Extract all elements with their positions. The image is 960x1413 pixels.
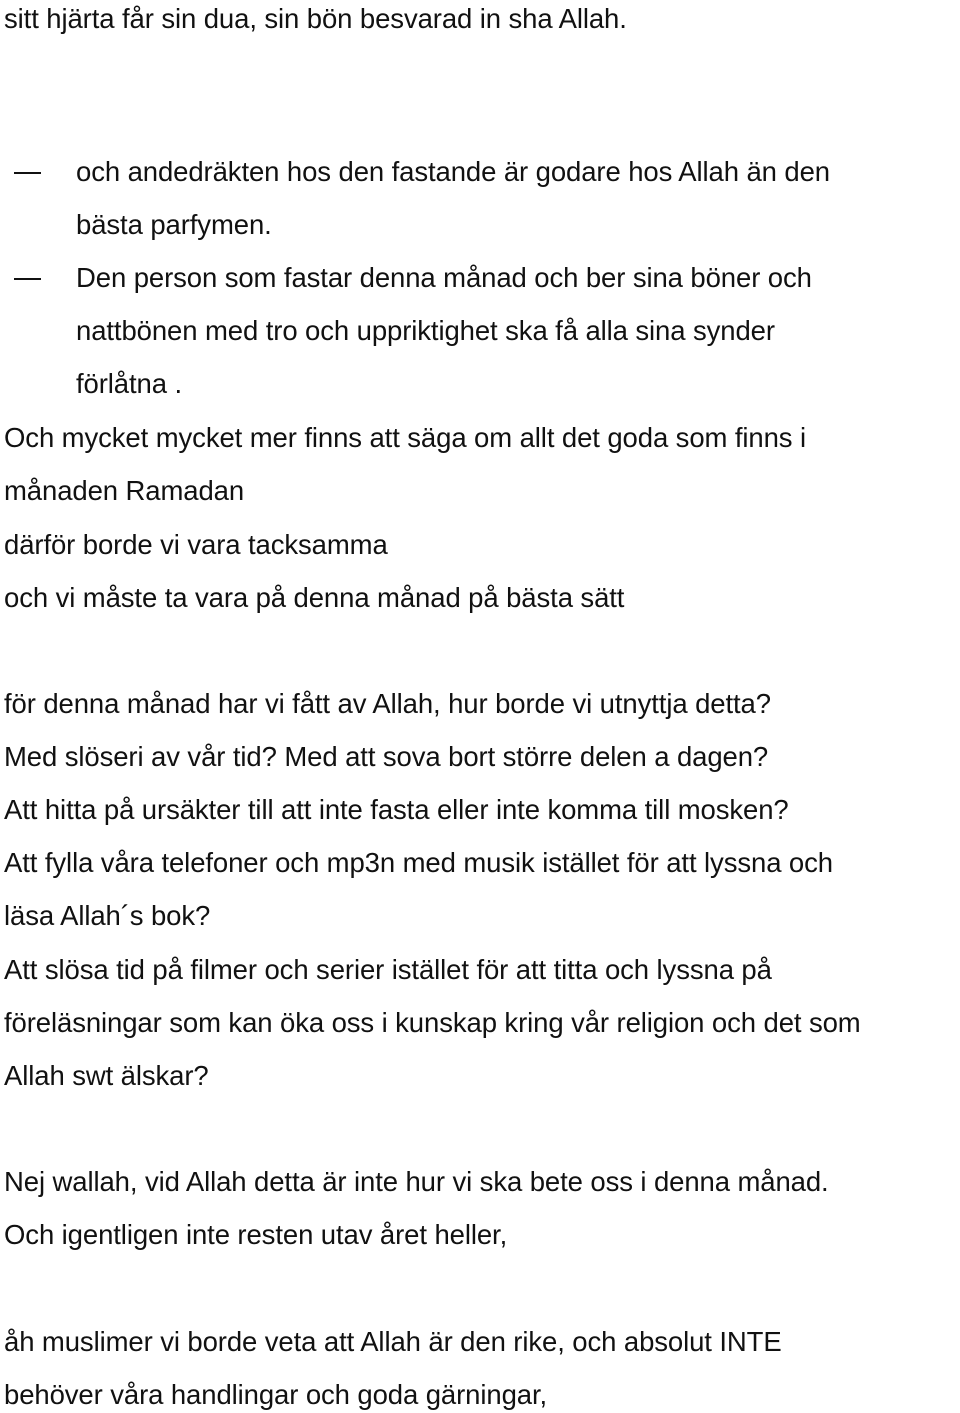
bullet-2-line-2: nattbönen med tro och uppriktighet ska få alla sina synder bbox=[76, 315, 775, 346]
bullet-dash-2 bbox=[14, 278, 41, 280]
text-line-20: Och igentligen inte resten utav året heller, bbox=[4, 1219, 508, 1250]
text-line-12: Med slöseri av vår tid? Med att sova bort större delen a dagen? bbox=[4, 741, 769, 772]
bullet-2-line-1: Den person som fastar denna månad och ber sina böner och bbox=[76, 262, 812, 293]
bullet-1-line-2: bästa parfymen. bbox=[76, 209, 272, 240]
text-line-15: läsa Allah´s bok? bbox=[4, 900, 211, 931]
text-line-22: behöver våra handlingar och goda gärningar, bbox=[4, 1379, 548, 1410]
text-line-13: Att hitta på ursäkter till att inte fasta eller inte komma till mosken? bbox=[4, 794, 789, 825]
bullet-1-line-1: och andedräkten hos den fastande är godare hos Allah än den bbox=[76, 156, 830, 187]
text-line-18: Allah swt älskar? bbox=[4, 1060, 209, 1091]
text-line-21: åh muslimer vi borde veta att Allah är den rike, och absolut INTE bbox=[4, 1326, 782, 1357]
bullet-dash-1 bbox=[14, 172, 41, 174]
text-line-7: Och mycket mycket mer finns att säga om allt det goda som finns i bbox=[4, 422, 807, 453]
text-line-9: därför borde vi vara tacksamma bbox=[4, 529, 388, 560]
text-line-8: månaden Ramadan bbox=[4, 475, 245, 506]
text-line-11: för denna månad har vi fått av Allah, hur borde vi utnyttja detta? bbox=[4, 688, 771, 719]
text-line-10: och vi måste ta vara på denna månad på bästa sätt bbox=[4, 582, 625, 613]
text-line-17: föreläsningar som kan öka oss i kunskap kring vår religion och det som bbox=[4, 1007, 861, 1038]
text-line-16: Att slösa tid på filmer och serier istället för att titta och lyssna på bbox=[4, 954, 772, 985]
bullet-2-line-3: förlåtna . bbox=[76, 368, 183, 399]
text-line-14: Att fylla våra telefoner och mp3n med musik istället för att lyssna och bbox=[4, 847, 833, 878]
text-line-1: sitt hjärta får sin dua, sin bön besvarad in sha Allah. bbox=[4, 3, 627, 34]
text-line-19: Nej wallah, vid Allah detta är inte hur vi ska bete oss i denna månad. bbox=[4, 1166, 829, 1197]
